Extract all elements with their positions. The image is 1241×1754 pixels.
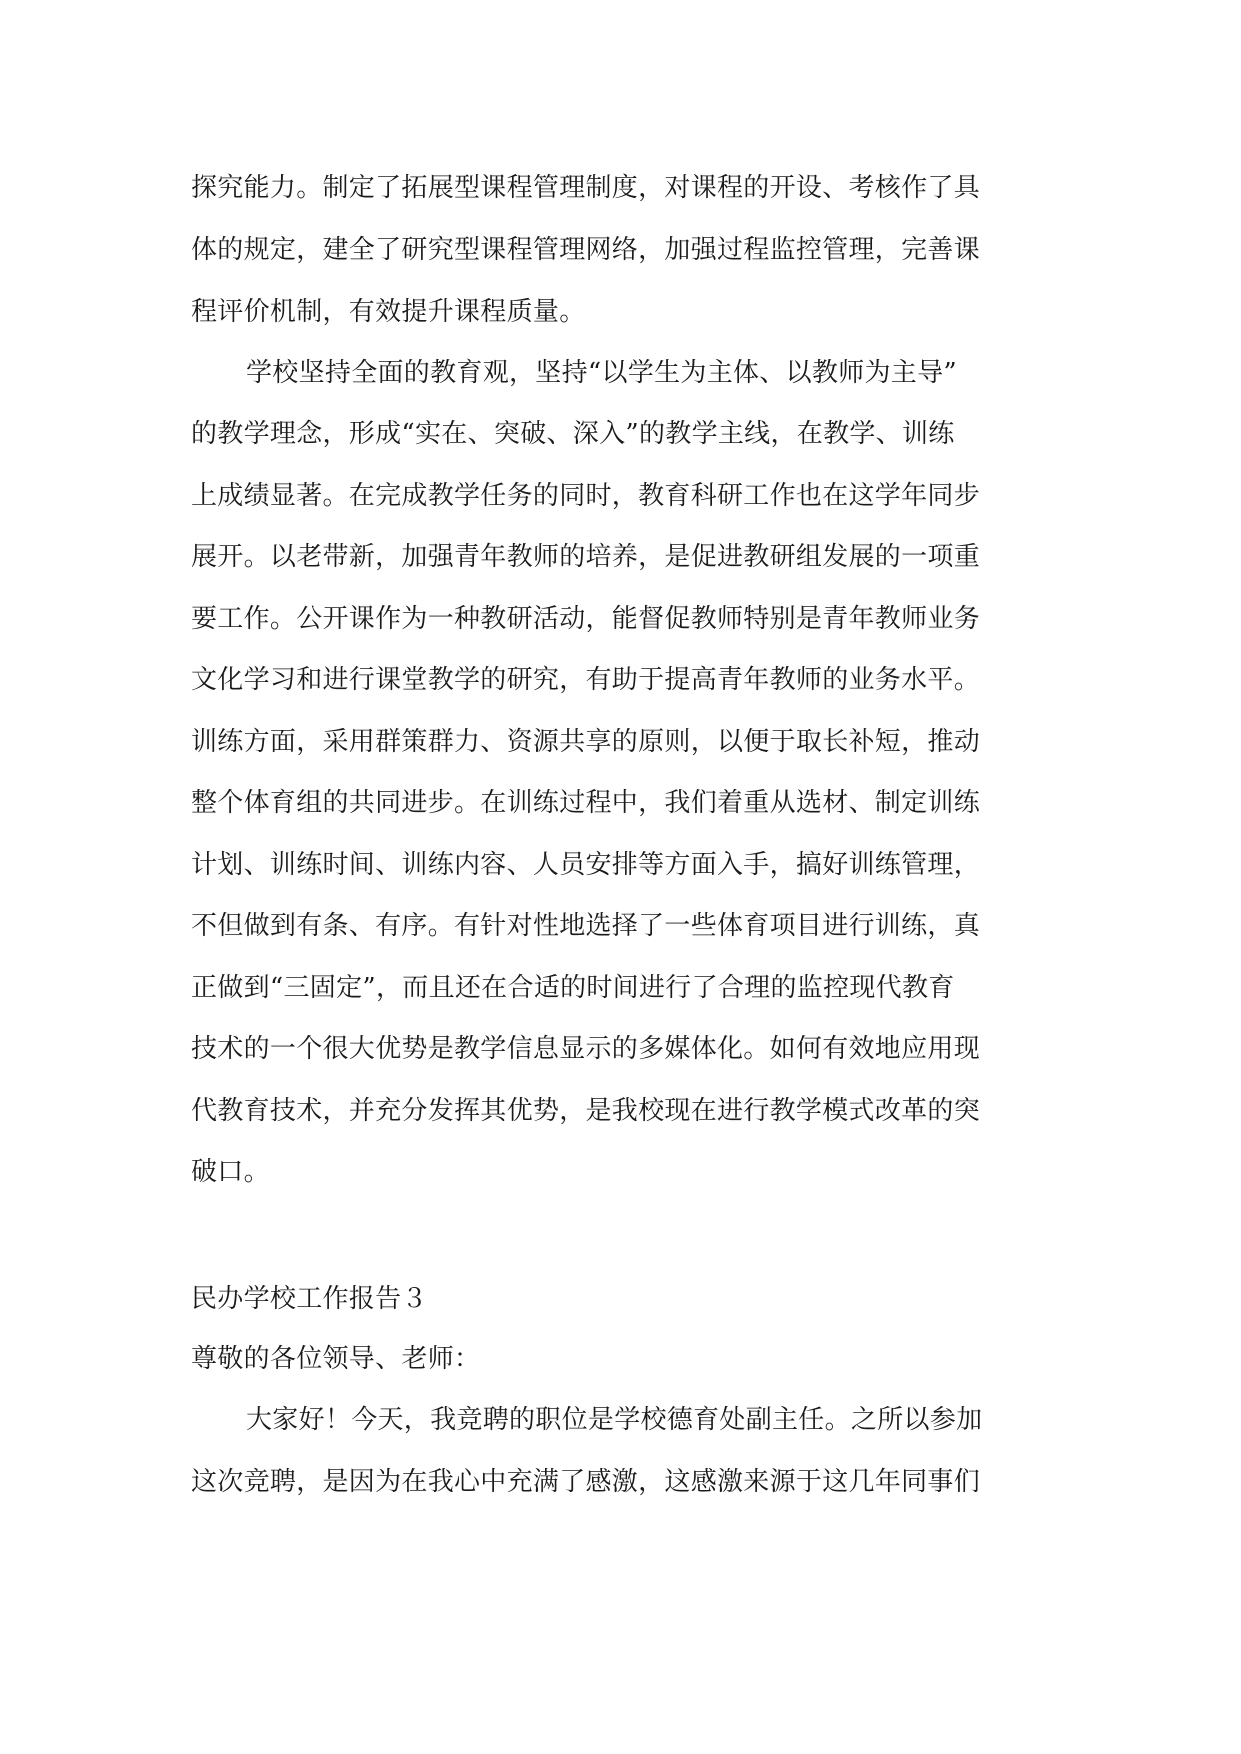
paragraph-line: 不但做到有条、有序。有针对性地选择了一些体育项目进行训练，真 — [191, 911, 981, 941]
paragraph-line: 程评价机制，有效提升课程质量。 — [191, 297, 586, 327]
paragraph-line: 破口。 — [191, 1157, 270, 1187]
paragraph-line: 要工作。公开课作为一种教研活动，能督促教师特别是青年教师业务 — [191, 604, 981, 634]
paragraph-line: 大家好！今天，我竞聘的职位是学校德育处副主任。之所以参加 — [246, 1405, 983, 1435]
paragraph-line: 学校坚持全面的教育观，坚持“以学生为主体、以教师为主导” — [246, 358, 957, 388]
paragraph-line: 整个体育组的共同进步。在训练过程中，我们着重从选材、制定训练 — [191, 788, 981, 818]
paragraph-line: 体的规定，建全了研究型课程管理网络，加强过程监控管理，完善课 — [191, 235, 981, 265]
paragraph-line: 上成绩显著。在完成教学任务的同时，教育科研工作也在这学年同步 — [191, 481, 981, 511]
paragraph-line: 文化学习和进行课堂教学的研究，有助于提高青年教师的业务水平。 — [191, 665, 981, 695]
paragraph-line: 这次竞聘，是因为在我心中充满了感激，这感激来源于这几年同事们 — [191, 1467, 981, 1497]
paragraph-line: 正做到“三固定”，而且还在合适的时间进行了合理的监控现代教育 — [191, 973, 955, 1003]
paragraph-line: 展开。以老带新，加强青年教师的培养，是促进教研组发展的一项重 — [191, 542, 981, 572]
paragraph-line: 代教育技术，并充分发挥其优势，是我校现在进行教学模式改革的突 — [191, 1096, 981, 1126]
paragraph-line: 探究能力。制定了拓展型课程管理制度，对课程的开设、考核作了具 — [191, 173, 981, 203]
section-title: 民办学校工作报告３ — [191, 1284, 428, 1314]
paragraph-line: 的教学理念，形成“实在、突破、深入”的教学主线，在教学、训练 — [191, 419, 955, 449]
paragraph-line: 计划、训练时间、训练内容、人员安排等方面入手，搞好训练管理， — [191, 850, 981, 880]
paragraph-line: 技术的一个很大优势是教学信息显示的多媒体化。如何有效地应用现 — [191, 1034, 981, 1064]
salutation: 尊敬的各位领导、老师： — [191, 1344, 481, 1374]
paragraph-line: 训练方面，采用群策群力、资源共享的原则，以便于取长补短，推动 — [191, 727, 981, 757]
